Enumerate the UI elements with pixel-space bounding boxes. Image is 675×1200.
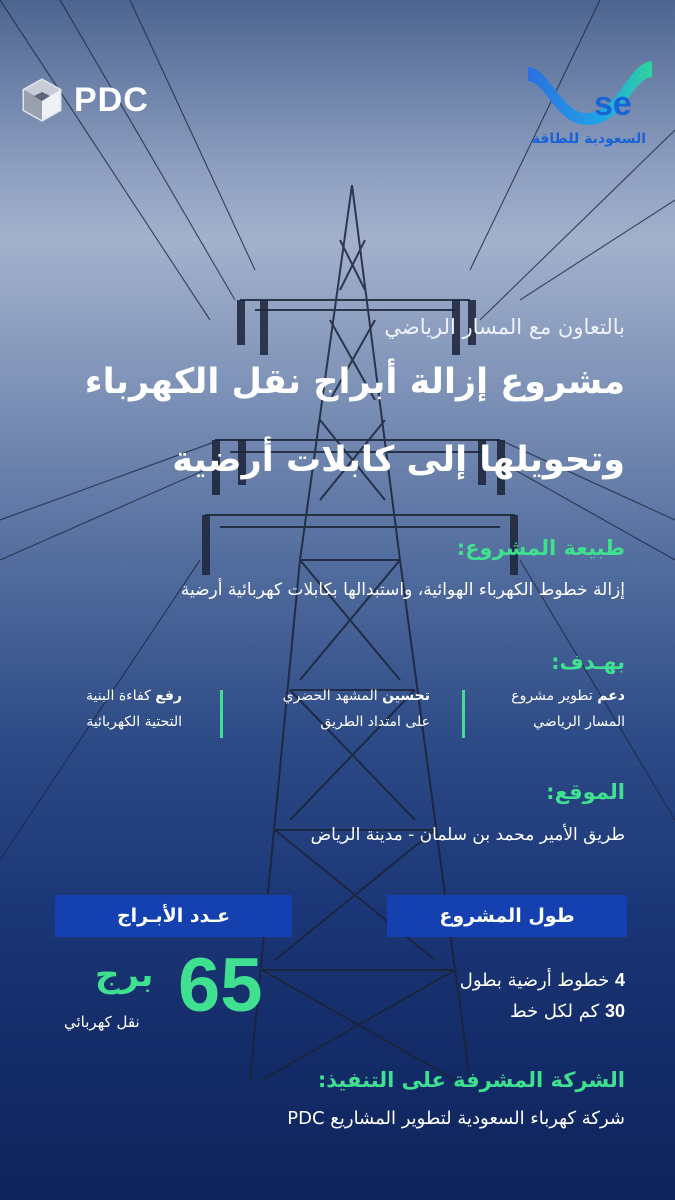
collaboration-line: بالتعاون مع المسار الرياضي — [384, 315, 625, 339]
goal-bold: رفع — [155, 688, 182, 704]
se-wave-icon — [520, 55, 660, 135]
goal-line2: التحتية الكهربائية — [86, 714, 182, 730]
pdc-logo — [20, 78, 149, 122]
line-count-text: خطوط أرضية بطول — [459, 970, 615, 991]
goal-separator — [462, 690, 465, 738]
nature-heading: طبيعة المشروع: — [456, 536, 625, 560]
goal-line2: على امتداد الطريق — [320, 714, 430, 730]
location-text: طريق الأمير محمد بن سلمان - مدينة الرياض — [310, 825, 625, 845]
line-length: 30 — [604, 1001, 625, 1021]
tower-count-label: عـدد الأبـراج — [55, 895, 292, 937]
company-text: شركة كهرباء السعودية لتطوير المشاريع PDC — [287, 1108, 625, 1129]
project-length-details — [460, 965, 625, 1027]
goal-text: تطوير مشروع — [511, 688, 598, 704]
company-heading: الشركة المشرفة على التنفيذ: — [317, 1068, 625, 1092]
page-title-line-1: مشروع إزالة أبراج نقل الكهرباء — [84, 362, 625, 402]
line-count: 4 — [614, 970, 625, 990]
tower-count-subtitle: نقل كهربائي — [64, 1013, 140, 1031]
nature-text: إزالة خطوط الكهرباء الهوائية، واستبدالها بكابلات كهربائية أرضية — [180, 580, 625, 600]
goal-text: كفاءة البنية — [86, 688, 156, 704]
goal-separator — [220, 690, 223, 738]
page-title-line-2: وتحويلها إلى كابلات أرضية — [172, 440, 625, 480]
goal-item-improve — [283, 683, 430, 735]
location-heading: الموقع: — [546, 780, 625, 804]
goal-line2: المسار الرياضي — [533, 714, 625, 730]
goal-heading: بهـدف: — [551, 650, 625, 674]
goal-bold: تحسين — [382, 688, 430, 704]
se-logo — [520, 55, 660, 155]
goal-item-support — [511, 683, 625, 735]
pdc-cube-icon — [20, 78, 64, 122]
se-wordmark: se — [594, 85, 632, 123]
se-arabic-name: السعودية للطاقة — [531, 131, 646, 147]
goal-text: المشهد الحضري — [282, 688, 383, 704]
goal-bold: دعم — [597, 688, 625, 704]
tower-count-value: 65 — [178, 943, 263, 1028]
line-length-text: كم لكل خط — [509, 1001, 605, 1022]
pdc-wordmark: PDC — [74, 80, 149, 119]
project-length-label: طول المشروع — [387, 895, 627, 937]
tower-count-unit: برج — [95, 955, 154, 995]
goal-item-efficiency — [86, 683, 182, 735]
